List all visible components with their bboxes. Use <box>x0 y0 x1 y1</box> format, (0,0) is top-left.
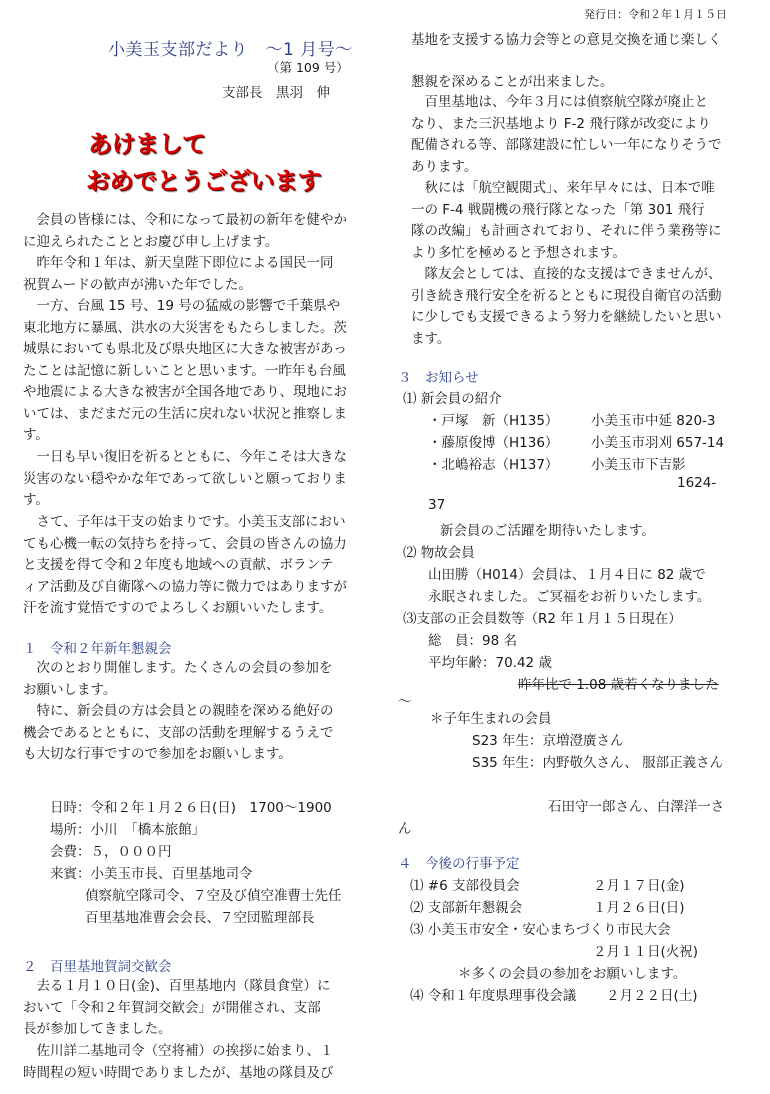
member-name: ・北嶋裕志（H137） <box>428 457 559 473</box>
text-line: ィア活動及び自衛隊への協力等に微力ではありますが <box>23 578 347 595</box>
rat-year-heading: ＊子年生まれの会員 <box>430 711 552 727</box>
newsletter-title: 小美玉支部だより ～1 月号～ <box>108 40 353 60</box>
intro-paragraph-2 <box>23 253 373 296</box>
section-heading-schedule: ４ 今後の行事予定 <box>398 856 520 872</box>
age-change-note: 昨年比で 1.08 歳若くなりました <box>518 677 719 693</box>
text-line: お願いします。 <box>23 681 117 698</box>
intro-paragraph-1 <box>23 210 373 253</box>
text-line: 一方、台風 15 号、19 号の猛威の影響で千葉県や <box>23 298 341 314</box>
text-line: 災害のない穏やかな年であって欲しいと願っておりま <box>23 470 347 487</box>
tilde-mark: ～ <box>398 694 412 710</box>
intro-paragraph-3 <box>23 296 373 447</box>
section-heading-reception: ２ 百里基地賀詞交歓会 <box>23 959 172 975</box>
member-total: 総 員：98 名 <box>428 633 517 649</box>
text-line: 百里基地は、今年３月には偵察航空隊が廃止と <box>411 94 708 110</box>
deceased-notice-cont: 永眠されました。ご冥福をお祈りいたします。 <box>428 589 711 605</box>
party-datetime: 日時：令和２年１月２６日(日) 1700～1900 <box>50 800 332 816</box>
section-heading-new-year-party: １ 令和２年新年懇親会 <box>23 641 172 657</box>
text-line: 基地を支援する協力会等との意見交換を通じ楽しく <box>411 32 722 48</box>
author-line: 支部長 黒羽 伸 <box>222 85 330 101</box>
member-address-cont: 37 <box>428 497 446 513</box>
text-line: 汗を流す覚悟ですのでよろしくお願いいたします。 <box>23 600 333 616</box>
text-line: あります。 <box>411 158 478 175</box>
text-line: に迎えられたこととお慶び申し上げます。 <box>23 233 279 250</box>
text-line: す。 <box>23 492 49 508</box>
subheading-membership: ⑶支部の正会員数等（R2 年１月１５日現在） <box>403 611 682 627</box>
text-line: 佐川詳二基地司令（空将補）の挨拶に始まり、１ <box>23 1043 334 1059</box>
member-name: ・戸塚 新（H135） <box>428 413 559 429</box>
association-paragraph <box>411 264 751 350</box>
text-line: 去る１月１０日(金)、百里基地内（隊員食堂）に <box>23 978 331 994</box>
text-line: 配備される等、部隊建設に忙しい一年になりそうで <box>411 137 722 153</box>
text-line: より多忙を極めると予想されます。 <box>411 244 626 261</box>
issue-date: 発行日：令和２年１月１５日 <box>584 8 727 21</box>
schedule-item-date: ２月１１日(火祝) <box>593 944 699 960</box>
text-line: いては、まだまだ元の生活に戻れない状況と推察しま <box>23 405 347 422</box>
member-address: 小美玉市下吉影 <box>591 457 686 473</box>
new-year-greeting-line1: あけまして <box>88 130 206 158</box>
party-place: 場所：小川 「橋本旅館」 <box>50 822 206 838</box>
schedule-item-label: ⑵ 支部新年懇親会 <box>410 900 523 916</box>
schedule-item-date: ２月１７日(金) <box>593 878 685 894</box>
schedule-item-label: ⑴ #6 支部役員会 <box>410 878 520 894</box>
member-address: 小美玉市中延 820-3 <box>591 413 716 429</box>
intro-paragraph-4 <box>23 447 373 512</box>
text-line: 一の F-4 戦闘機の飛行隊となった「第 301 飛行 <box>411 201 705 218</box>
text-line: 昨年令和１年は、新天皇陛下即位による国民一同 <box>23 255 334 271</box>
party-guests-cont: 百里基地准曹会会長、７空団監理部長 <box>85 910 315 926</box>
rat-year-s35: S35 年生：内野敬久さん、 服部正義さん <box>472 755 724 771</box>
text-line: さて、子年は干支の始まりです。小美玉支部におい <box>23 514 346 530</box>
rat-year-s35-cont: ん <box>398 821 412 837</box>
text-line: や地震による大きな被害が全国各地であり、現地にお <box>23 384 347 400</box>
text-line: 東北地方に暴風、洪水の大災害をもたらしました。茨 <box>23 319 347 336</box>
text-line: 城県においても県北及び県央地区に大きな被害があっ <box>23 341 347 357</box>
schedule-item-date: ２月２２日(土) <box>606 988 698 1004</box>
section-heading-notices: ３ お知らせ <box>398 370 479 386</box>
text-line: も大切な行事ですので参加をお願いします。 <box>23 746 292 762</box>
text-line: たことは記憶に新しいことと思います。一昨年も台風 <box>23 362 346 379</box>
text-line: に少しでも支援できるよう努力を継続したいと思い <box>411 309 722 325</box>
text-line: 隊の改編」も計画されており、それに伴う業務等に <box>411 223 722 239</box>
party-fee: 会費：５，０００円 <box>50 844 172 860</box>
member-average-age: 平均年齢：70.42 歳 <box>428 655 552 671</box>
text-line: 特に、新会員の方は会員との親睦を深める絶好の <box>23 703 334 719</box>
party-guests-cont: 偵察航空隊司令、７空及び偵空准曹士先任 <box>85 888 342 904</box>
base-paragraph <box>411 92 751 178</box>
section1-paragraph-1 <box>23 658 373 701</box>
text-line: 一日も早い復旧を祈るとともに、今年こそは大きな <box>23 449 347 465</box>
schedule-note: ＊多くの会員の参加をお願いします。 <box>458 966 687 982</box>
subheading-new-members: ⑴ 新会員の紹介 <box>403 391 502 407</box>
section2-paragraph-2 <box>23 1041 373 1084</box>
text-line: 祝賀ムードの歓声が沸いた年でした。 <box>23 276 252 293</box>
member-address-cont: 1624- <box>677 475 717 491</box>
text-line: 引き続き飛行安全を祈るとともに現役自衛官の活動 <box>411 287 722 304</box>
text-line: 隊友会としては、直接的な支援はできませんが、 <box>411 266 722 282</box>
text-line: ても心機一転の気持ちを持って、会員の皆さんの協力 <box>23 535 347 552</box>
section1-paragraph-2 <box>23 701 373 766</box>
intro-paragraph-5 <box>23 512 373 620</box>
text-line: 会員の皆様には、令和になって最初の新年を健やか <box>23 212 347 228</box>
issue-number: （第 109 号） <box>267 60 349 75</box>
section2-paragraph-1 <box>23 976 373 1041</box>
new-year-greeting-line2: おめでとうございます <box>86 167 321 195</box>
text-line: 次のとおり開催します。たくさんの会員の参加を <box>23 660 333 676</box>
text-line: 長が参加してきました。 <box>23 1021 172 1037</box>
member-name: ・藤原俊博（H136） <box>428 435 559 451</box>
schedule-item-label: ⑷ 令和１年度県理事役会議 <box>410 988 577 1004</box>
rat-year-s35-cont: 石田守一郎さん、白澤洋一さ <box>548 799 725 815</box>
text-line: 秋には「航空観閲式」、来年早々には、日本で唯 <box>411 180 715 196</box>
text-line: 機会であるとともに、支部の活動を理解するうえで <box>23 724 334 741</box>
text-line: おいて「令和２年賀詞交歓会」が開催され、支部 <box>23 999 321 1016</box>
text-line: す。 <box>23 427 49 443</box>
schedule-item-label: ⑶ 小美玉市安全・安心まちづくり市民大会 <box>410 922 671 938</box>
member-address: 小美玉市羽刈 657-14 <box>591 435 725 451</box>
text-line: なり、また三沢基地より F-2 飛行隊が改変により <box>411 115 711 132</box>
deceased-notice: 山田勝（H014）会員は、１月４日に 82 歳で <box>428 567 706 583</box>
schedule-item-date: １月２６日(日) <box>593 900 685 916</box>
text-line: ます。 <box>411 330 451 347</box>
air-review-paragraph <box>411 178 751 264</box>
text-line: 懇親を深めることが出来ました。 <box>411 74 614 90</box>
new-member-message: 新会員のご活躍を期待いたします。 <box>440 523 655 539</box>
rat-year-s23: S23 年生：京増澄廣さん <box>472 733 624 749</box>
text-line: 時間程の短い時間でありましたが、基地の隊員及び <box>23 1064 334 1081</box>
text-line: と支援を得て令和２年度も地域への貢献、ボランテ <box>23 557 334 573</box>
party-guests: 来賓：小美玉市長、百里基地司令 <box>50 866 253 882</box>
subheading-deceased: ⑵ 物故会員 <box>403 545 475 561</box>
